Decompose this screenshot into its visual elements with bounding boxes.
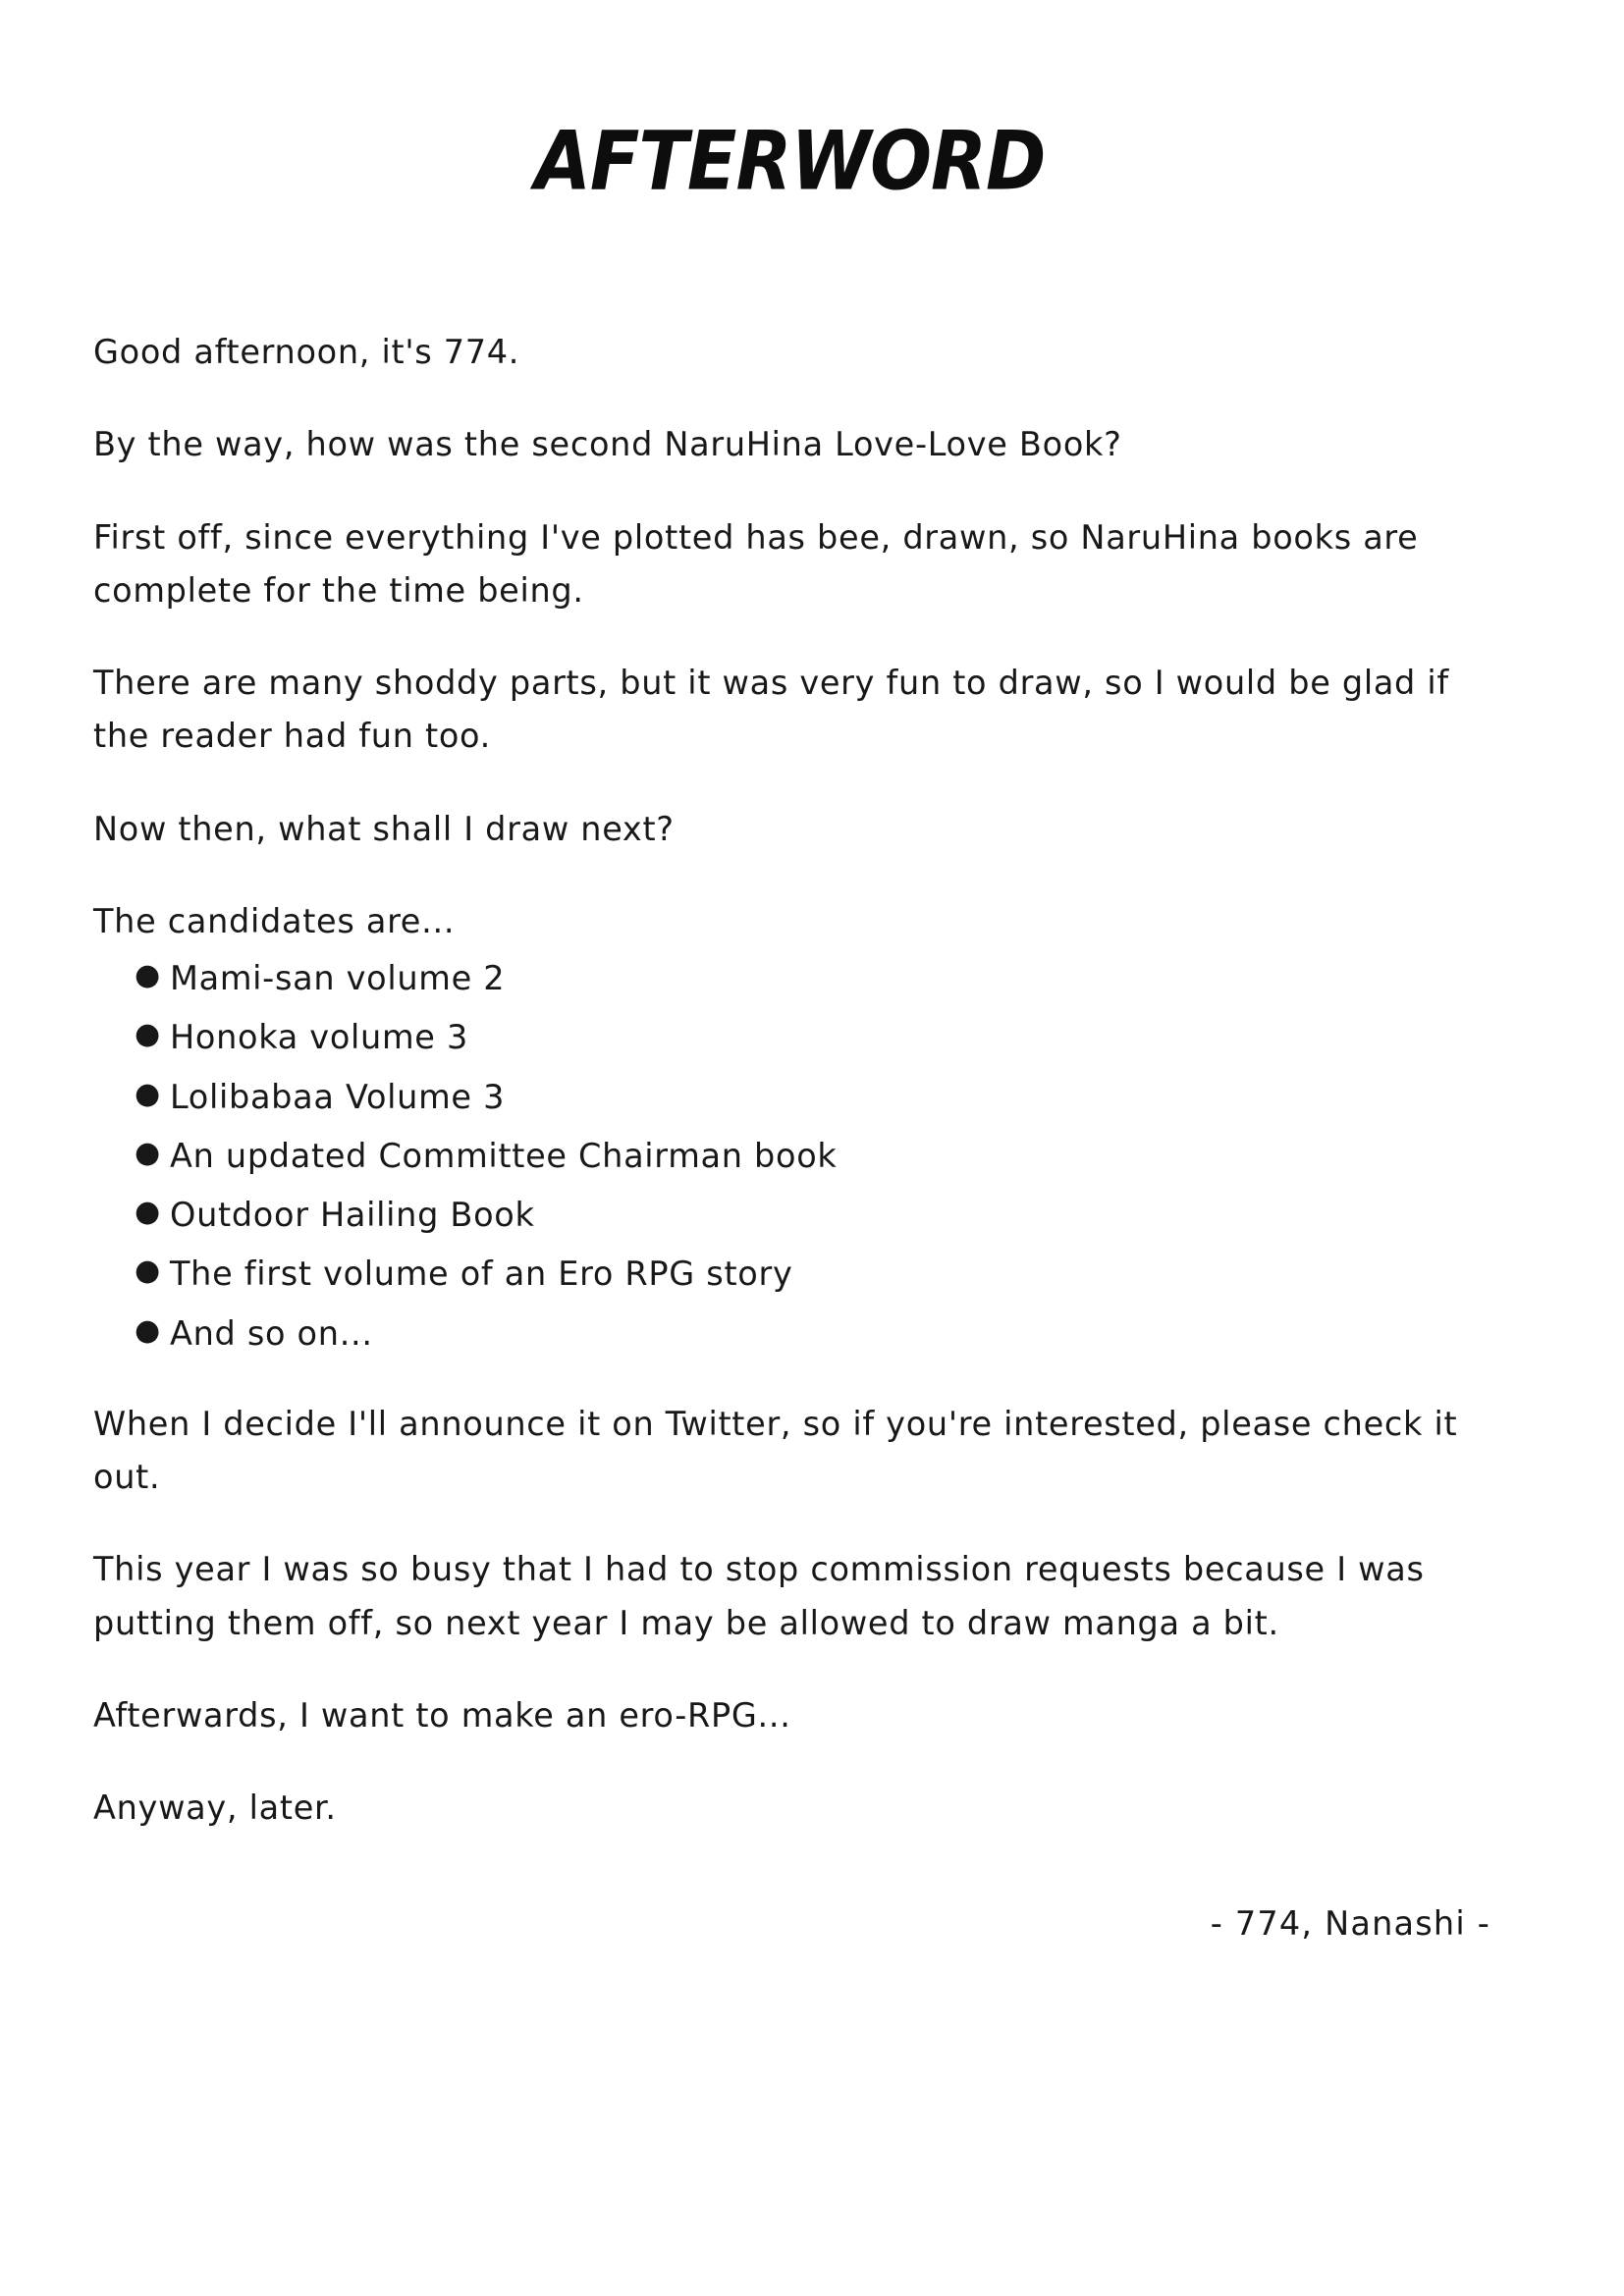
list-item [135, 1132, 1506, 1181]
paragraph-twitter-announce: When I decide I'll announce it on Twitter, so if you're interested, please check it out. [93, 1404, 1458, 1497]
bullet-icon: ● [135, 1076, 161, 1111]
bullet-icon: ● [135, 1312, 161, 1348]
list-item [135, 1013, 1506, 1062]
list-item [135, 1191, 1506, 1240]
paragraph-greeting: Good afternoon, it's 774. [93, 333, 520, 371]
bullet-icon: ● [135, 1254, 161, 1289]
list-item-label: An updated Committee Chairman book [170, 1136, 838, 1175]
bullet-icon: ● [135, 1135, 161, 1170]
paragraph-ero-rpg: Afterwards, I want to make an ero-RPG... [93, 1695, 791, 1735]
paragraph-farewell: Anyway, later. [93, 1789, 337, 1828]
list-item [135, 1073, 1506, 1122]
bullet-icon: ● [135, 1017, 161, 1052]
paragraph-first-off: First off, since everything I've plotted has bee, drawn, so NaruHina books are complete for the time being. [93, 517, 1419, 610]
signature: - 774, Nanashi - [1210, 1904, 1490, 1944]
list-item [135, 1250, 1506, 1299]
candidates-list [93, 954, 1506, 1359]
afterword-body [93, 326, 1506, 1951]
paragraph-question: By the way, how was the second NaruHina Love-Love Book? [93, 425, 1122, 464]
page-title: AFTERWORD [534, 114, 1046, 209]
bullet-icon: ● [135, 1195, 161, 1230]
bullet-icon: ● [135, 958, 161, 993]
paragraph-candidates-intro: The candidates are... [93, 901, 456, 940]
paragraph-now-then: Now then, what shall I draw next? [93, 809, 675, 848]
list-item-label: Mami-san volume 2 [170, 959, 506, 998]
list-item [135, 954, 1506, 1003]
list-item-label: And so on... [170, 1313, 373, 1353]
list-item [135, 1309, 1506, 1359]
list-item-label: Outdoor Hailing Book [170, 1196, 535, 1235]
list-item-label: Lolibabaa Volume 3 [170, 1077, 506, 1116]
list-item-label: The first volume of an Ero RPG story [170, 1255, 793, 1294]
list-item-label: Honoka volume 3 [170, 1018, 468, 1057]
paragraph-shoddy-parts: There are many shoddy parts, but it was very fun to draw, so I would be glad if the reader had fun too. [93, 664, 1449, 756]
paragraph-busy-year: This year I was so busy that I had to stop commission requests because I was putting them off, so next year I may be allowed to draw manga a bit. [93, 1550, 1425, 1642]
